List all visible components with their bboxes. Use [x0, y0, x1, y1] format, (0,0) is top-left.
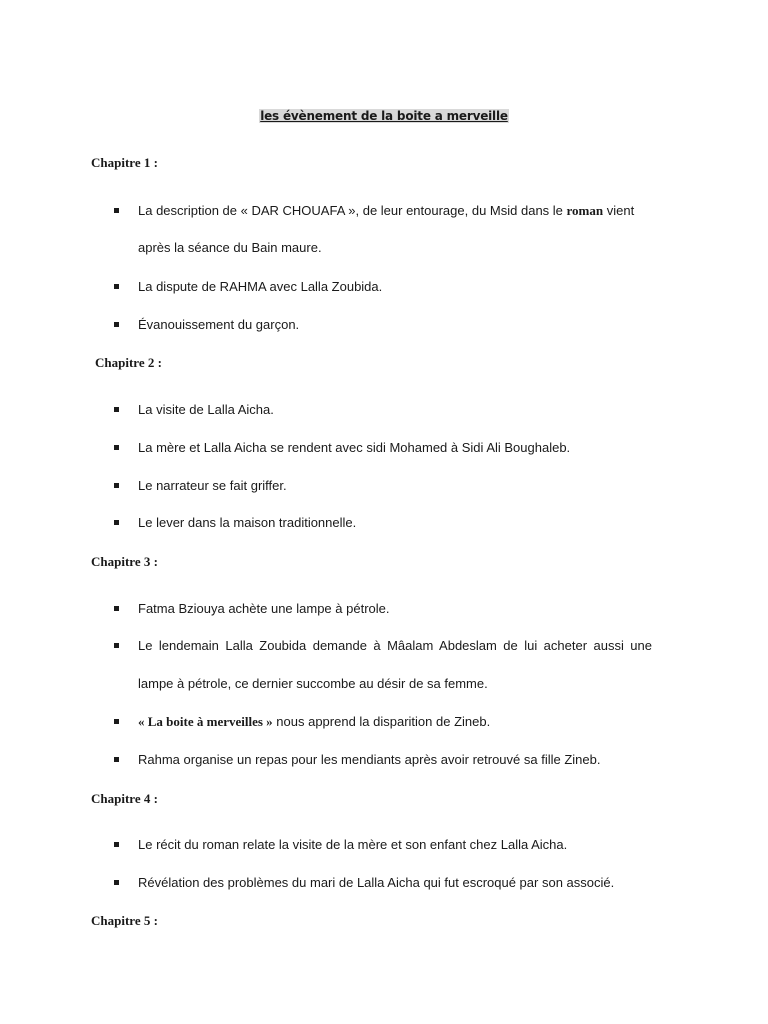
chapter-2-heading: Chapitre 2 :	[95, 355, 162, 370]
chapter-2-item-1: La visite de Lalla Aicha.	[138, 402, 274, 417]
bullet-icon	[114, 757, 119, 762]
bullet-icon	[114, 880, 119, 885]
chapter-1-item-1-line-2: après la séance du Bain maure.	[138, 240, 322, 255]
chapter-3-heading: Chapitre 3 :	[91, 554, 158, 569]
chapter-3-item-2-line-1: Le lendemain Lalla Zoubida demande à Mâalam Abdeslam de lui acheter aussi une	[138, 638, 652, 653]
chapter-1-item-1-line-1	[138, 203, 634, 219]
chapter-3-item-2-line-2: lampe à pétrole, ce dernier succombe au désir de sa femme.	[138, 676, 488, 691]
item-emphasis: roman	[566, 203, 604, 218]
chapter-2-item-3: Le narrateur se fait griffer.	[138, 478, 287, 493]
bullet-icon	[114, 483, 119, 488]
bullet-icon	[114, 520, 119, 525]
chapter-1-item-3: Évanouissement du garçon.	[138, 317, 300, 332]
chapter-2-item-2: La mère et Lalla Aicha se rendent avec sidi Mohamed à Sidi Ali Boughaleb.	[138, 440, 571, 455]
bullet-icon	[114, 407, 119, 412]
chapter-1-heading: Chapitre 1 :	[91, 155, 158, 170]
bullet-icon	[114, 445, 119, 450]
chapter-2-item-4: Le lever dans la maison traditionnelle.	[138, 515, 357, 530]
item-text: nous apprend la disparition de Zineb.	[272, 714, 491, 729]
item-text: La description de « DAR CHOUAFA », de leur entourage, du Msid dans le	[138, 203, 567, 218]
book-title: « La boite à merveilles »	[138, 714, 273, 729]
chapter-4-item-2: Révélation des problèmes du mari de Lalla Aicha qui fut escroqué par son associé.	[138, 875, 615, 890]
bullet-icon	[114, 719, 119, 724]
bullet-icon	[114, 643, 119, 648]
document-title	[0, 107, 768, 125]
chapter-3-item-1: Fatma Bziouya achète une lampe à pétrole.	[138, 601, 390, 616]
bullet-icon	[114, 842, 119, 847]
item-text: vient	[603, 203, 635, 218]
bullet-icon	[114, 322, 119, 327]
chapter-4-item-1: Le récit du roman relate la visite de la mère et son enfant chez Lalla Aicha.	[138, 837, 568, 852]
chapter-4-heading: Chapitre 4 :	[91, 791, 158, 806]
chapter-3-item-4: Rahma organise un repas pour les mendiants après avoir retrouvé sa fille Zineb.	[138, 752, 601, 767]
chapter-3-item-3	[138, 714, 490, 730]
bullet-icon	[114, 606, 119, 611]
document-title-text: les évènement de la boite a merveille	[260, 109, 508, 123]
bullet-icon	[114, 208, 119, 213]
chapter-5-heading: Chapitre 5 :	[91, 913, 158, 928]
bullet-icon	[114, 284, 119, 289]
chapter-1-item-2: La dispute de RAHMA avec Lalla Zoubida.	[138, 279, 383, 294]
